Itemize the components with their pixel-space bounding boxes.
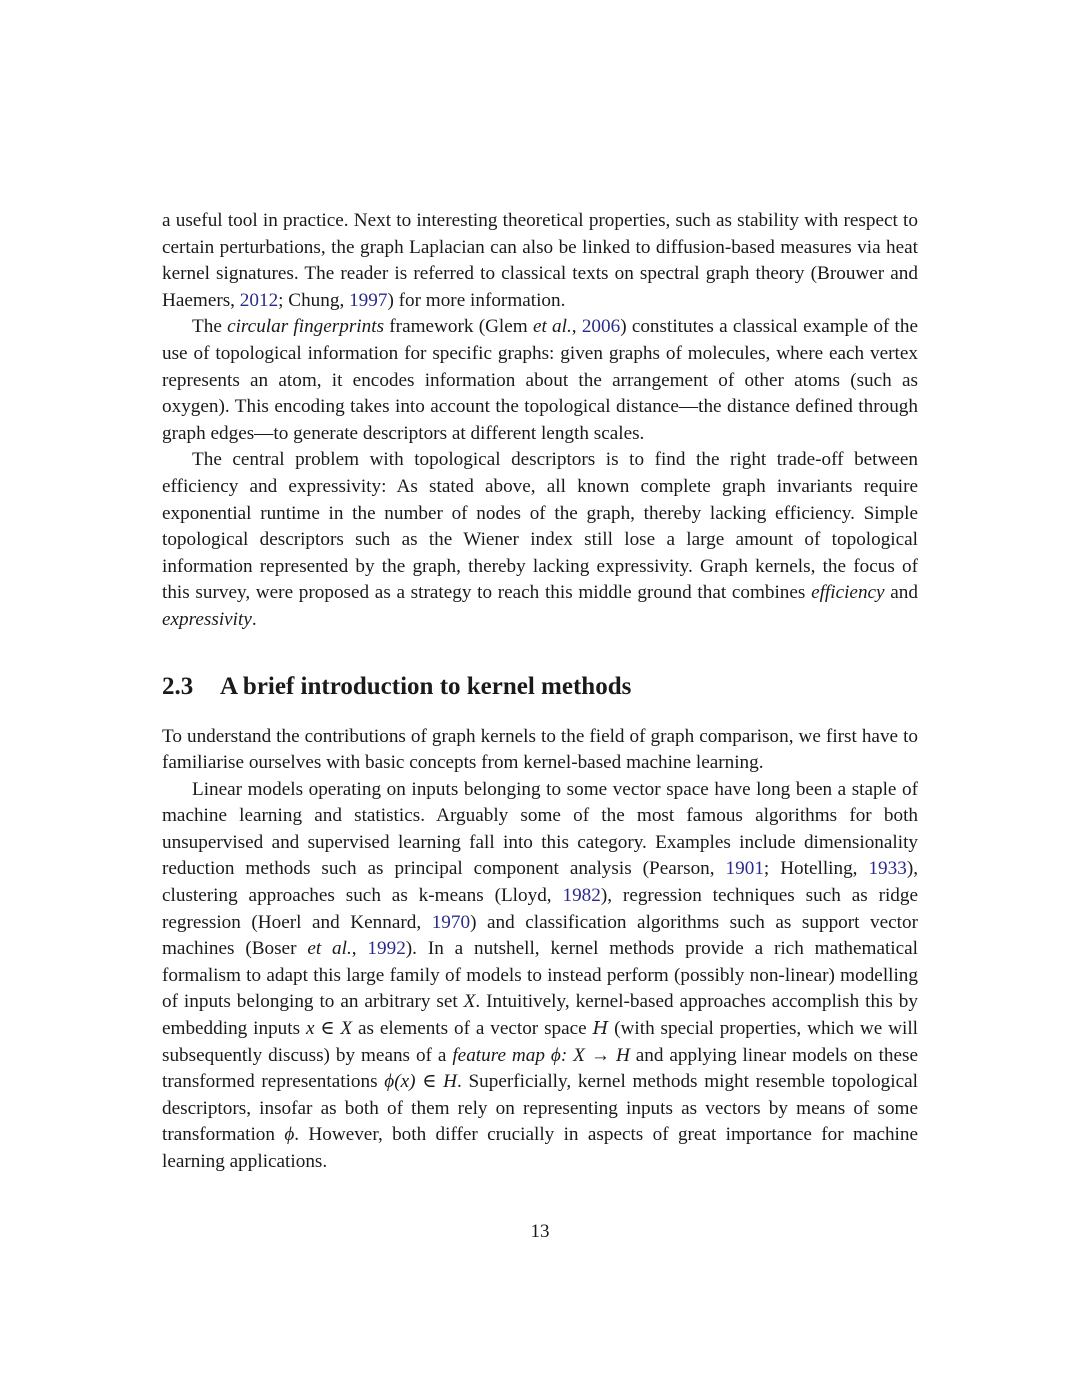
emphasis-expressivity: expressivity bbox=[162, 608, 252, 630]
citation-link-hoerl-1970[interactable]: 1970 bbox=[431, 911, 471, 933]
document-page bbox=[162, 208, 918, 1176]
emphasis-feature-map: feature map bbox=[452, 1044, 545, 1066]
section-heading bbox=[162, 672, 918, 702]
math-hilbert-space-H: H bbox=[592, 1018, 609, 1040]
paragraph-circular-fingerprints: The circular fingerprints framework (Glem et al., 2006) constitutes a classical example of the use of topological information for specific graphs: given graphs of molecules, where each vertex represents an atom, it encodes information about the arrangement of other atoms (such as oxygen). This encoding takes into account the topological distance—the distance defined through graph edges—to generate descriptors at different length scales. bbox=[162, 316, 918, 444]
citation-link-boser-1992[interactable]: 1992 bbox=[367, 938, 406, 960]
math-set-X: X bbox=[463, 991, 476, 1013]
emphasis-circular-fingerprints: circular fingerprints bbox=[227, 316, 385, 338]
citation-link-lloyd-1982[interactable]: 1982 bbox=[562, 885, 601, 907]
math-phi: ϕ bbox=[284, 1124, 295, 1146]
section-number: 2.3 bbox=[162, 672, 194, 700]
paragraph-linear-models: Linear models operating on inputs belonging to some vector space have long been a staple of machine learning and statistics. Arguably some of the most famous algorithms for both unsupervised and supervised learning fall into this category. Examples include dimensionality reduction methods such as principal component analysis (Pearson, 1901; Hotelling, 1933), clustering approaches such as k-means (Lloyd, 1982), regression techniques such as ridge regression (Hoerl and Kennard, 1970) and classification algorithms such as support vector machines (Boser et al., 1992). In a nutshell, kernel methods provide a rich mathematical formalism to adapt this large family of models to instead perform (possibly non-linear) modelling of inputs belonging to an arbitrary set X. Intuitively, kernel-based approaches accomplish this by embedding inputs x ∈ X as elements of a vector space H (with special properties, which we will subsequently discuss) by means of a feature map ϕ: X → H and applying linear models on these transformed representations ϕ(x) ∈ H. Superficially, kernel methods might resemble topological descriptors, insofar as both of them rely on representing inputs as vectors by means of some transformation ϕ. However, both differ crucially in aspects of great importance for machine learning applications. bbox=[162, 778, 918, 1172]
citation-link-brouwer-2012[interactable]: 2012 bbox=[239, 289, 279, 311]
emphasis-efficiency: efficiency bbox=[811, 582, 885, 604]
citation-link-pearson-1901[interactable]: 1901 bbox=[725, 858, 764, 880]
citation-link-glem-2006[interactable]: 2006 bbox=[581, 316, 621, 338]
math-feature-map: ϕ: X → H bbox=[550, 1044, 630, 1066]
math-phi-of-x: ϕ(x) ∈ H bbox=[384, 1071, 457, 1093]
page-number: 13 bbox=[530, 1221, 550, 1242]
paragraph-spectral-graph-theory: a useful tool in practice. Next to interesting theoretical properties, such as stability with respect to certain perturbations, the graph Laplacian can also be linked to diffusion-based measures via heat kernel signatures. The reader is referred to classical texts on spectral graph theory (Brouwer and Haemers, 2012; Chung, 1997) for more information. bbox=[162, 210, 918, 311]
citation-link-chung-1997[interactable]: 1997 bbox=[349, 289, 388, 311]
paragraph-central-problem: The central problem with topological descriptors is to find the right trade-off between efficiency and expressivity: As stated above, all known complete graph invariants require exponential runtime in the number of nodes of the graph, thereby lacking efficiency. Simple topological descriptors such as the Wiener index still lose a large amount of topological information represented by the graph, thereby lacking expressivity. Graph kernels, the focus of this survey, were proposed as a strategy to reach this middle ground that combines efficiency and expressivity. bbox=[162, 449, 918, 630]
paragraph-intro-kernels: To understand the contributions of graph kernels to the field of graph comparison, we first have to familiarise ourselves with basic concepts from kernel-based machine learning. bbox=[162, 725, 918, 774]
math-x-in-X: x ∈ X bbox=[305, 1018, 353, 1040]
citation-link-hotelling-1933[interactable]: 1933 bbox=[868, 858, 907, 880]
section-title: A brief introduction to kernel methods bbox=[220, 672, 632, 700]
